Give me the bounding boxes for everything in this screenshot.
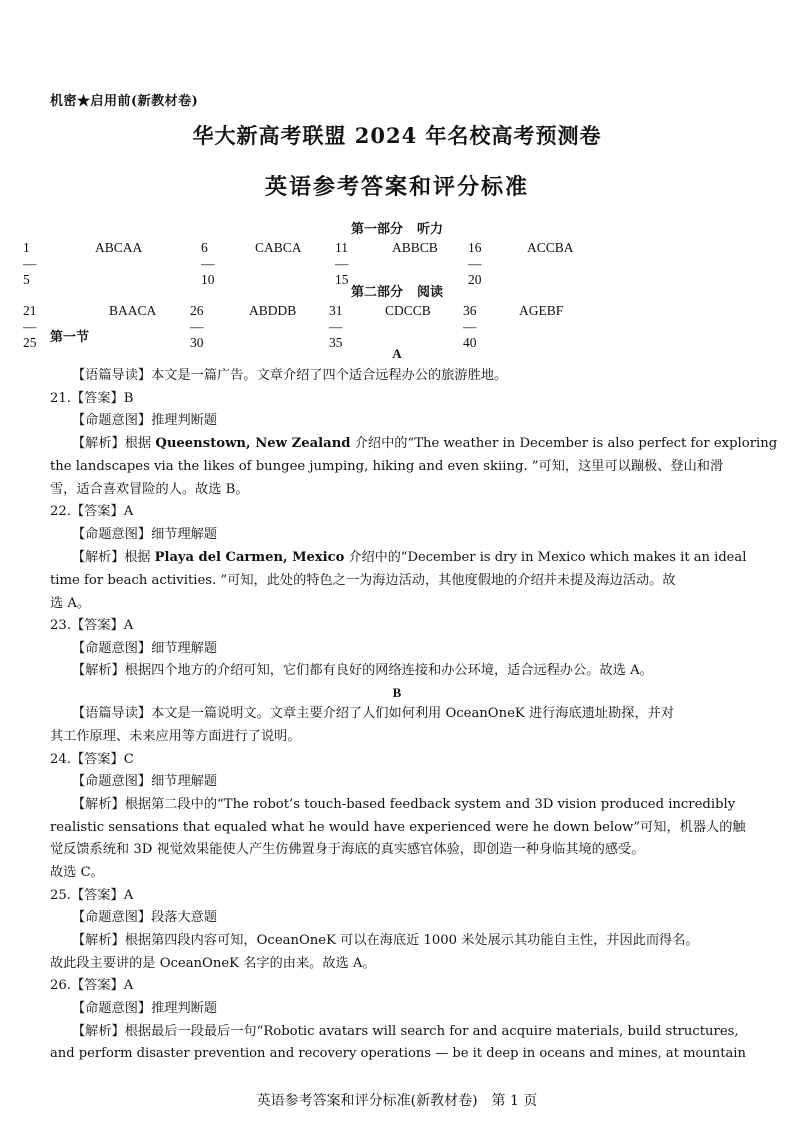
answer-letters: BAACA [109,303,157,318]
document-subtitle: 英语参考答案和评分标准 [264,174,529,200]
q25-intent: 【命题意图】段落大意题 [72,910,218,925]
q24-intent: 【命题意图】细节理解题 [72,774,218,789]
q22-intent: 【命题意图】细节理解题 [72,527,218,542]
passage-a-guide: 【语篇导读】本文是一篇广告。文章介绍了四个适合远程办公的旅游胜地。 [72,368,508,383]
q25-answer: 25.【答案】A [50,888,134,903]
exam-title: 华大新高考联盟 2024 年名校高考预测卷 [192,123,602,148]
part1-heading [0,218,794,237]
part1-heading-topic: 听力 [417,222,444,237]
q26-analysis-line2: and perform disaster prevention and recovery operations — be it deep in oceans and mines, at mountain [50,1046,746,1061]
passage-b-guide-line2: 其工作原理、未来应用等方面进行了说明。 [50,729,301,744]
section-label: 第一节 [50,330,90,345]
passage-b-letter: B [392,685,402,700]
analysis-text: 介绍中的“December is dry in Mexico which makes it an ideal [344,550,747,565]
answer-letters: ABCAA [95,240,143,255]
q24-analysis-line4: 故选 C。 [50,865,104,880]
analysis-prefix: 【解析】根据 [72,550,155,565]
answer-range: 6—10 [201,240,215,287]
q26-answer: 26.【答案】A [50,978,134,993]
answer-letters: ABDDB [249,303,297,318]
place-name: Queenstown, New Zealand [155,436,351,451]
q24-analysis-line2: realistic sensations that equaled what he would have experienced were he down below”可知，机器人的触 [50,820,746,835]
analysis-prefix: 【解析】根据 [72,436,156,451]
q21-answer: 21.【答案】B [50,391,134,406]
q26-analysis-line1: 【解析】根据最后一段最后一句“Robotic avatars will search for and acquire materials, build structures, [72,1024,739,1039]
q24-analysis-line1: 【解析】根据第二段中的“The robot’s touch-based feedback system and 3D vision produced incredibly [72,797,736,812]
analysis-text: 介绍中的“The weather in December is also perfect for exploring [350,436,778,451]
answer-range: 21—25 [23,303,37,350]
answer-range: 11—15 [335,240,349,287]
answer-range: 26—30 [190,303,204,350]
answer-range: 1—5 [23,240,37,287]
q23-intent: 【命题意图】细节理解题 [72,641,218,656]
q22-analysis-line3: 选 A。 [50,596,91,611]
q21-analysis-line3: 雪，适合喜欢冒险的人。故选 B。 [50,482,249,497]
passage-a-letter: A [392,346,402,361]
answer-range: 36—40 [463,303,477,350]
q24-analysis-line3: 觉反馈系统和 3D 视觉效果能使人产生仿佛置身于海底的真实感官体验，即创造一种身临其境的感受。 [50,842,645,857]
q23-analysis-line1: 【解析】根据四个地方的介绍可知，它们都有良好的网络连接和办公环境，适合远程办公。故选 A。 [72,663,653,678]
part2-heading-label: 第二部分 [350,285,403,300]
part1-heading-label: 第一部分 [350,222,403,237]
q21-intent: 【命题意图】推理判断题 [72,413,218,428]
q26-intent: 【命题意图】推理判断题 [72,1001,218,1016]
answer-letters: ABBCB [392,240,438,255]
q24-answer: 24.【答案】C [50,752,134,767]
confidential-mark: 机密★启用前(新教材卷) [50,94,199,109]
part2-heading-topic: 阅读 [417,285,444,300]
passage-b-guide-line1: 【语篇导读】本文是一篇说明文。文章主要介绍了人们如何利用 OceanOneK 进行海底遗址勘探，并对 [72,706,675,721]
answer-letters: ACCBA [527,240,574,255]
page-footer: 英语参考答案和评分标准(新教材卷) 第 1 页 [256,1093,538,1109]
q22-analysis-line2: time for beach activities. ”可知，此处的特色之一为海边活动，其他度假地的介绍并未提及海边活动。故 [50,573,676,588]
q23-answer: 23.【答案】A [50,618,134,633]
q22-analysis-line1 [72,551,746,564]
q25-analysis-line1: 【解析】根据第四段内容可知，OceanOneK 可以在海底近 1000 米处展示其功能自主性，并因此而得名。 [72,933,699,948]
q25-analysis-line2: 故此段主要讲的是 OceanOneK 名字的由来。故选 A。 [50,956,376,971]
part2-heading [0,281,794,300]
q21-analysis-line2: the landscapes via the likes of bungee jumping, hiking and even skiing. ”可知，这里可以蹦极、登山和滑 [50,459,724,474]
answer-range: 31—35 [329,303,343,350]
q22-answer: 22.【答案】A [50,504,134,519]
place-name: Playa del Carmen, Mexico [154,550,345,565]
q21-analysis-line1 [72,436,778,451]
answer-range: 16—20 [468,240,482,287]
answer-letters: CDCCB [385,303,431,318]
answer-letters: CABCA [255,240,302,255]
answer-letters: AGEBF [519,303,564,318]
